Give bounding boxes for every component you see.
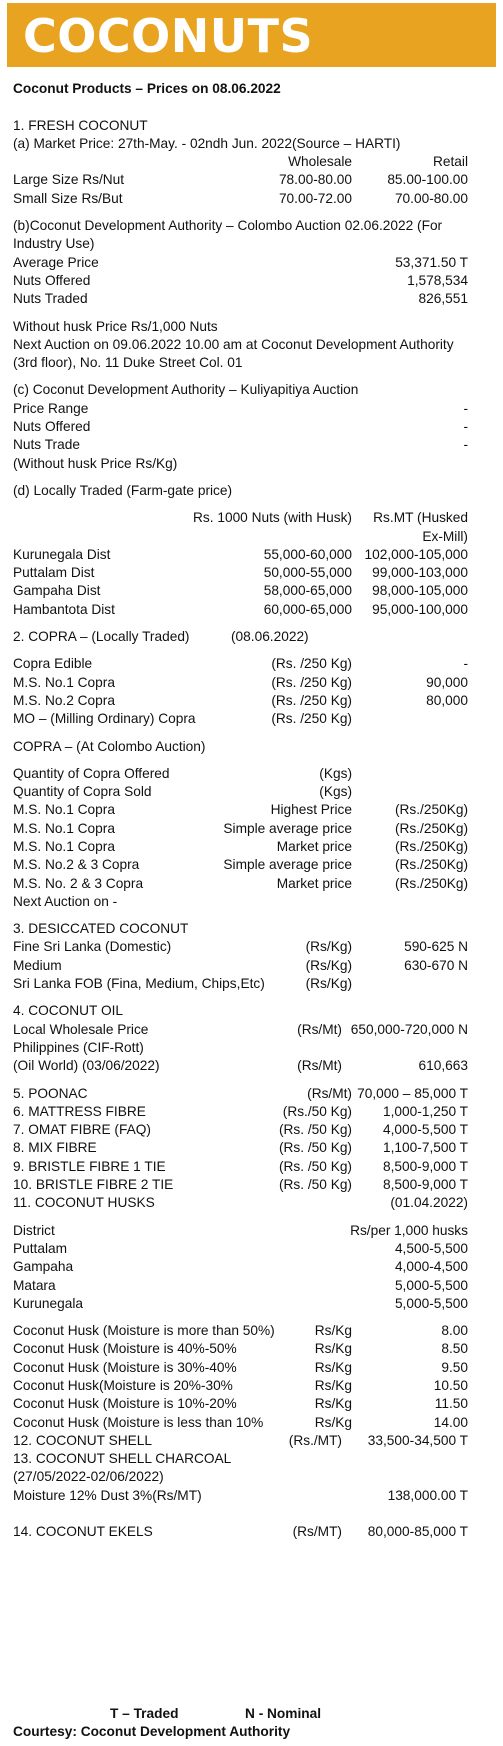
fresh-c-note: (Without husk Price Rs/Kg) — [13, 455, 178, 471]
copra-auction-row: M.S. No.1 Copra Highest Price (Rs./250Kg) — [13, 802, 468, 818]
husk-row: Gampaha 4,000-4,500 — [13, 1259, 468, 1275]
col-wholesale: Wholesale — [288, 154, 352, 170]
farmgate-column-headers: Rs. 1000 Nuts (with Husk) Rs.MT (Husked — [193, 510, 468, 526]
moisture-row: Coconut Husk(Moisture is 20%-30% Rs/Kg 10.50 — [13, 1378, 468, 1393]
moisture-row: Coconut Husk (Moisture is 10%-20% Rs/Kg 11.50 — [13, 1396, 468, 1412]
husk-row: Puttalam 4,500-5,500 — [13, 1240, 468, 1256]
fresh-b-row: Nuts Traded 826,551 — [13, 291, 468, 307]
farmgate-row: Gampaha Dist 58,000-65,000 98,000-105,000 — [13, 583, 468, 599]
legend-traded: T – Traded — [110, 1706, 179, 1721]
price-list — [13, 80, 468, 1541]
copra-row: M.S. No.2 Copra (Rs. /250 Kg) 80,000 — [13, 692, 468, 708]
fresh-d-line: (d) Locally Traded (Farm-gate price) — [13, 482, 233, 498]
fresh-title: 1. FRESH COCONUT — [13, 117, 148, 133]
oil-title: 4. COCONUT OIL — [13, 1003, 124, 1019]
commodity-row: 6. MATTRESS FIBRE (Rs./50 Kg) 1,000-1,250 T — [13, 1103, 468, 1119]
fresh-column-headers — [13, 153, 468, 171]
without-husk-line: Without husk Price Rs/1,000 Nuts — [13, 318, 218, 334]
copra-auction-row: M.S. No.1 Copra Simple average price (Rs./250Kg) — [13, 820, 468, 836]
desiccated-row: Medium (Rs/Kg) 630-670 N — [13, 957, 468, 973]
commodity-row: 11. COCONUT HUSKS (01.04.2022) — [13, 1195, 468, 1211]
copra-auction-row: M.S. No.2 & 3 Copra Simple average price (Rs./250Kg) — [13, 857, 468, 873]
section-banner — [7, 3, 496, 67]
fresh-c-line: (c) Coconut Development Authority – Kuliyapitiya Auction — [13, 382, 359, 398]
oil-philippines: Philippines (CIF-Rott) — [13, 1039, 144, 1055]
moisture-row: Coconut Husk (Moisture is 30%-40% Rs/Kg 9.50 — [13, 1359, 468, 1375]
commodity-row: 8. MIX FIBRE (Rs. /50 Kg) 1,100-7,500 T — [13, 1140, 468, 1156]
courtesy-line: Courtesy: Coconut Development Authority — [13, 1724, 291, 1739]
moisture-row: Coconut Husk (Moisture is less than 10% Rs/Kg 14.00 — [13, 1414, 468, 1430]
farmgate-row: Kurunegala Dist 55,000-60,000 102,000-105,000 — [13, 546, 468, 562]
copra-row: M.S. No.1 Copra (Rs. /250 Kg) 90,000 — [13, 674, 468, 690]
copra-next-auction: Next Auction on - — [13, 893, 118, 909]
copra-auction-row: Quantity of Copra Sold (Kgs) — [13, 784, 352, 800]
desiccated-row: Sri Lanka FOB (Fina, Medium, Chips,Etc) (Rs/Kg) — [13, 976, 352, 992]
charcoal-title: 13. COCONUT SHELL CHARCOAL — [13, 1451, 232, 1467]
farmgate-column-headers-2: Ex-Mill) — [422, 528, 468, 544]
fresh-b-row: Nuts Offered 1,578,534 — [13, 272, 468, 288]
fresh-c-row: Price Range - — [13, 400, 468, 416]
banner-title: COCONUTS — [23, 9, 314, 63]
copra-title-row: 2. COPRA – (Locally Traded) (08.06.2022) — [13, 629, 309, 645]
shell-row: 12. COCONUT SHELL (Rs./MT) 33,500-34,500 T — [13, 1432, 468, 1448]
commodity-row: 7. OMAT FIBRE (FAQ) (Rs. /50 Kg) 4,000-5,500 T — [13, 1122, 468, 1138]
desiccated-row: Fine Sri Lanka (Domestic) (Rs/Kg) 590-625 N — [13, 939, 468, 955]
moisture-row: Coconut Husk (Moisture is more than 50%) Rs/Kg 8.00 — [13, 1323, 468, 1339]
farmgate-row: Hambantota Dist 60,000-65,000 95,000-100,000 — [13, 601, 468, 617]
oil-row: Local Wholesale Price (Rs/Mt) 650,000-720,000 N — [13, 1021, 468, 1037]
fresh-row: Small Size Rs/But 70.00-72.00 70.00-80.00 — [13, 190, 468, 206]
commodity-row: 9. BRISTLE FIBRE 1 TIE (Rs. /50 Kg) 8,500-9,000 T — [13, 1158, 468, 1174]
next-auction-note: Next Auction on 09.06.2022 10.00 am at Coconut Development Authority (3rd floor), No. 11 Duke Street Col. 01 — [13, 336, 454, 371]
commodity-row: 10. BRISTLE FIBRE 2 TIE (Rs. /50 Kg) 8,500-9,000 T — [13, 1177, 468, 1193]
fresh-c-row: Nuts Offered - — [13, 419, 468, 435]
copra-row: MO – (Milling Ordinary) Copra (Rs. /250 Kg) — [13, 711, 352, 727]
copra-auction-row: Quantity of Copra Offered (Kgs) — [13, 765, 352, 781]
copra-auction-row: M.S. No. 2 & 3 Copra Market price (Rs./250Kg) — [13, 875, 468, 891]
charcoal-row: Moisture 12% Dust 3%(Rs/MT) 138,000.00 T — [13, 1487, 468, 1503]
commodity-row: 5. POONAC (Rs/Mt) 70,000 – 85,000 T — [13, 1085, 468, 1101]
copra-row: Copra Edible (Rs. /250 Kg) - — [13, 656, 468, 672]
fresh-a-line: (a) Market Price: 27th-May. - 02ndh Jun. 2022(Source – HARTI) — [13, 135, 401, 151]
fresh-row: Large Size Rs/Nut 78.00-80.00 85.00-100.00 — [13, 172, 468, 188]
charcoal-dates: (27/05/2022-02/06/2022) — [13, 1469, 164, 1485]
copra-auction-title: COPRA – (At Colombo Auction) — [13, 738, 206, 754]
desiccated-title: 3. DESICCATED COCONUT — [13, 921, 189, 937]
husk-column-headers: District Rs/per 1,000 husks — [13, 1222, 468, 1238]
oil-row: (Oil World) (03/06/2022) (Rs/Mt) 610,663 — [13, 1058, 468, 1074]
fresh-b-line: (b)Coconut Development Authority – Colombo Auction 02.06.2022 (For Industry Use) — [13, 218, 443, 252]
col-retail: Retail — [433, 154, 468, 170]
fresh-b-row: Average Price 53,371.50 T — [13, 254, 468, 270]
moisture-row: Coconut Husk (Moisture is 40%-50% Rs/Kg 8.50 — [13, 1341, 468, 1357]
copra-auction-row: M.S. No.1 Copra Market price (Rs./250Kg) — [13, 838, 468, 854]
ekels-row: 14. COCONUT EKELS (Rs/MT) 80,000-85,000 T — [13, 1524, 468, 1540]
fresh-c-row: Nuts Trade - — [13, 437, 468, 453]
husk-row: Kurunegala 5,000-5,500 — [13, 1295, 468, 1311]
husk-row: Matara 5,000-5,500 — [13, 1277, 468, 1293]
legend-nominal: N - Nominal — [245, 1706, 322, 1721]
page-heading: Coconut Products – Prices on 08.06.2022 — [13, 81, 281, 96]
farmgate-row: Puttalam Dist 50,000-55,000 99,000-103,000 — [13, 565, 468, 581]
